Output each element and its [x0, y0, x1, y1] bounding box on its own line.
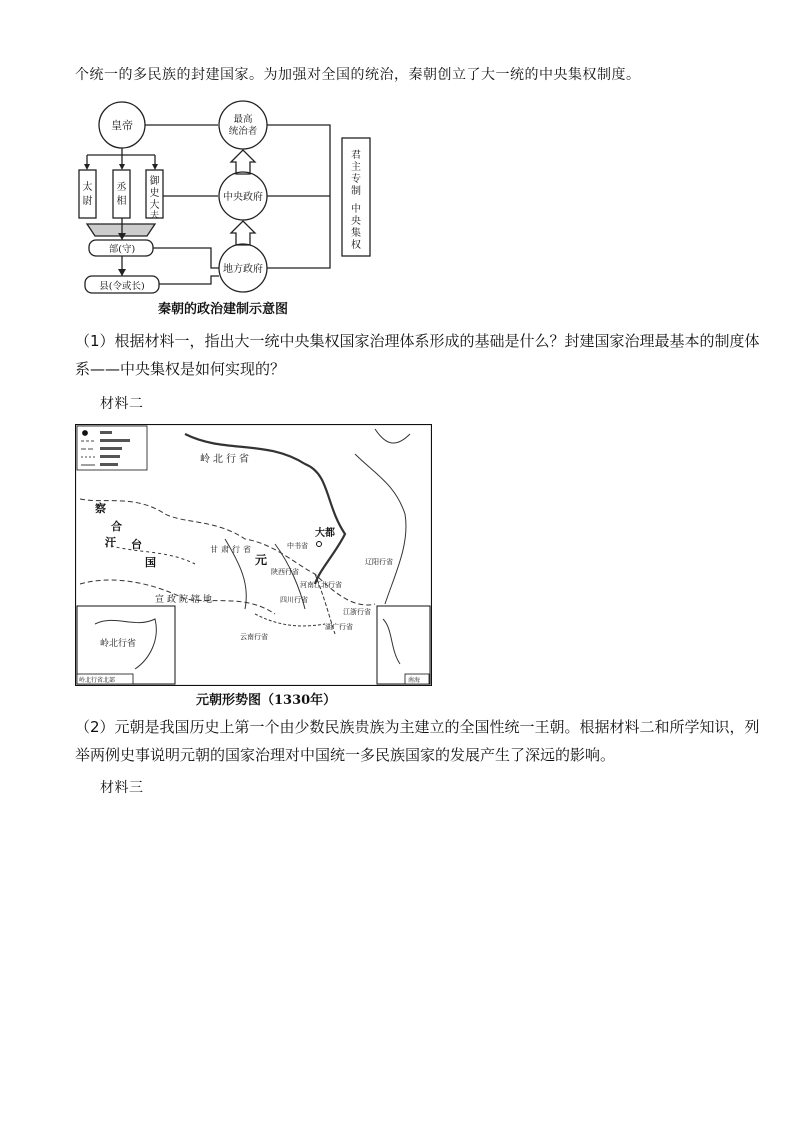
- map-label-sichuan: 四川行省: [280, 596, 308, 604]
- side-label-1a: 君: [351, 150, 361, 161]
- minister-yushi-4: 夫: [149, 211, 160, 221]
- minister-box-chengxiang: [113, 170, 130, 218]
- local-gov-label: 地方政府: [223, 264, 263, 275]
- side-label-2c: 集: [351, 228, 361, 239]
- map-label-zhongshu: 中书省: [287, 542, 308, 550]
- minister-chengxiang-2: 相: [116, 196, 127, 207]
- map-label-chagatai-3: 台: [131, 538, 142, 551]
- map-label-jiangzhe: 江浙行省: [343, 608, 371, 616]
- map-label-yunnan: 云南行省: [240, 633, 268, 641]
- material-2-label: 材料二: [100, 396, 144, 412]
- map-label-shaanxi: 陕西行省: [271, 568, 299, 576]
- inset-left-label: 岭北行省: [100, 639, 137, 649]
- yuan-map-caption: 元朝形势图（1330年）: [196, 693, 337, 708]
- intro-line: 个统一的多民族的封建国家。为加强对全国的统治，秦朝创立了大一统的中央集权制度。: [75, 67, 641, 83]
- side-label-2d: 权: [351, 240, 361, 251]
- minister-chengxiang-1: 丞: [116, 182, 127, 193]
- minister-yushi-3: 大: [149, 200, 160, 211]
- inset-right: [377, 606, 430, 684]
- side-label-1d: 制: [351, 186, 361, 197]
- map-label-yuan: 元: [255, 553, 268, 567]
- map-label-dadu: 大都: [315, 528, 335, 539]
- question-1-line-1: （1）根据材料一，指出大一统中央集权国家治理体系形成的基础是什么？封建国家治理最基本的制度体: [75, 332, 760, 350]
- yuan-dynasty-map: [75, 424, 432, 686]
- map-label-huguang: 湖广行省: [325, 623, 353, 631]
- ministry-label: 部(守): [108, 244, 136, 255]
- qin-diagram-caption: 秦朝的政治建制示意图: [158, 302, 289, 317]
- side-label-1c: 专: [351, 174, 361, 185]
- central-gov-label: 中央政府: [223, 192, 263, 203]
- question-2-line-1: （2）元朝是我国历史上第一个由少数民族贵族为主建立的全国性统一王朝。根据材料二和所学知识，列: [75, 718, 760, 736]
- county-label: 县(令或长): [99, 281, 145, 292]
- map-label-chagatai-4: 汗: [105, 536, 116, 549]
- side-label-2a: 中: [351, 204, 361, 215]
- question-2-line-2: 举两例史事说明元朝的国家治理对中国统一多民族国家的发展产生了深远的影响。: [75, 746, 616, 764]
- supreme-ruler-label-2: 统治者: [228, 126, 258, 137]
- side-label-2b: 央: [351, 216, 361, 227]
- map-label-xuanzheng: 宣政院辖地: [155, 595, 216, 605]
- map-label-henan: 河南江北行省: [300, 581, 342, 589]
- minister-box-taiwei: [79, 170, 96, 218]
- material-3-label: 材料三: [100, 780, 144, 796]
- minister-taiwei-2: 尉: [82, 196, 93, 207]
- map-label-lingbei: 岭北行省: [200, 454, 252, 465]
- inset-left-caption: 岭北行省北部: [79, 677, 116, 684]
- qin-political-diagram: [75, 100, 395, 320]
- side-label-1b: 主: [351, 162, 361, 173]
- minister-taiwei-1: 太: [82, 182, 93, 193]
- supreme-ruler-label-1: 最高: [233, 114, 253, 125]
- question-1-line-2: 系——中央集权是如何实现的？: [75, 360, 286, 378]
- map-label-chagatai-5: 国: [145, 556, 156, 569]
- emperor-label: 皇帝: [111, 119, 133, 132]
- map-label-liaoyang: 辽阳行省: [365, 558, 393, 566]
- map-label-gansu: 甘肃行省: [210, 545, 254, 554]
- map-label-chagatai-1: 察: [95, 502, 106, 515]
- map-label-chagatai-2: 合: [111, 520, 122, 533]
- minister-yushi-2: 史: [149, 188, 160, 199]
- inset-right-caption: 南海: [408, 677, 421, 684]
- supreme-ruler-node: [219, 101, 267, 149]
- minister-yushi-1: 御: [149, 176, 160, 187]
